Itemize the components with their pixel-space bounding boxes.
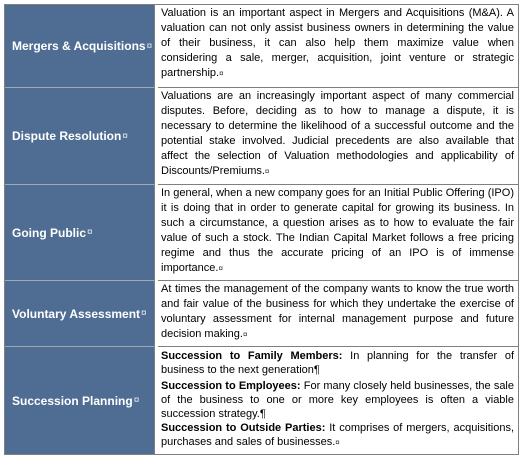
row-label xyxy=(5,281,155,347)
pilcrow-mark: ¶ xyxy=(259,408,266,420)
row-description-text: In general, when a new company goes for an Initial Public Offering (IPO) it is doing that in order to generate capital for growing its business. In such a circumstance, a question arises as to how to evaluate the fair value of such a stock. The Indian Capital Market follows a free pricing regime and thus the accurate pricing of an IPO is of immense importance. xyxy=(161,187,514,274)
cell-end-mark: ¤ xyxy=(335,438,340,447)
cell-end-mark: ¤ xyxy=(264,167,270,176)
cell-end-mark: ¤ xyxy=(218,264,223,273)
table-row-going-public xyxy=(5,185,518,281)
succession-item-heading: Succession to Employees: xyxy=(161,380,301,392)
succession-item-text: In planning for the transfer of business to the next generation xyxy=(161,350,515,376)
row-label xyxy=(5,5,155,88)
row-description xyxy=(158,281,518,347)
row-label xyxy=(5,185,155,281)
cell-end-mark: ¤ xyxy=(87,227,93,238)
row-label xyxy=(5,347,155,454)
services-table xyxy=(4,4,519,455)
succession-item xyxy=(161,421,514,450)
row-description xyxy=(158,347,518,454)
succession-item xyxy=(161,379,514,421)
cell-end-mark: ¤ xyxy=(242,330,248,339)
row-label-text: Succession Planning xyxy=(12,393,133,408)
table-row-mergers xyxy=(5,5,518,88)
row-description-text: At times the management of the company wants to know the true worth and fair value of the business for which they undertake the exercise of voluntary assessment for internal management purpose and future decision making. xyxy=(161,283,514,340)
succession-item-heading: Succession to Family Members: xyxy=(161,350,343,362)
row-description xyxy=(158,185,518,281)
succession-item xyxy=(161,349,514,377)
succession-item-heading: Succession to Outside Parties: xyxy=(161,422,326,434)
table-row-dispute xyxy=(5,88,518,185)
row-description xyxy=(158,88,518,185)
cell-end-mark: ¤ xyxy=(122,130,128,142)
table-row-succession xyxy=(5,347,518,454)
table-row-voluntary xyxy=(5,281,518,347)
succession-item-text: For many closely held businesses, the sale of the business to one or more key employees is often a viable succession strategy. xyxy=(161,380,514,420)
row-label-text: Voluntary Assessment xyxy=(12,306,141,321)
cell-end-mark: ¤ xyxy=(141,308,147,319)
row-description-text: Valuation is an important aspect in Mergers and Acquisitions (M&A). A valuation can not only assist business owners in determining the value of their business, it can also help them maximize value when considering a sale, merger, acquisition, joint venture or strategic partnership. xyxy=(161,7,514,79)
succession-item-text: It comprises of mergers, acquisitions, purchases and sales of businesses. xyxy=(161,422,514,448)
row-label-text: Dispute Resolution xyxy=(12,129,122,143)
row-label xyxy=(5,88,155,185)
cell-end-mark: ¤ xyxy=(133,395,140,406)
row-label-text: Mergers & Acquisitions xyxy=(12,39,146,53)
pilcrow-mark: ¶ xyxy=(313,364,320,376)
cell-end-mark: ¤ xyxy=(146,40,153,52)
row-description-text: Valuations are an increasingly important aspect of many commercial disputes. Before, deciding as to how to manage a dispute, it is necessary to determine the likelihood of a successful outcome and the potential stake involved. Judicial precedents are also available that affect the selection of Valuation methodologies and applicability of Discounts/Premiums. xyxy=(161,90,514,177)
row-label-text: Going Public xyxy=(12,225,86,240)
cell-end-mark: ¤ xyxy=(219,69,224,78)
row-description xyxy=(158,5,518,88)
